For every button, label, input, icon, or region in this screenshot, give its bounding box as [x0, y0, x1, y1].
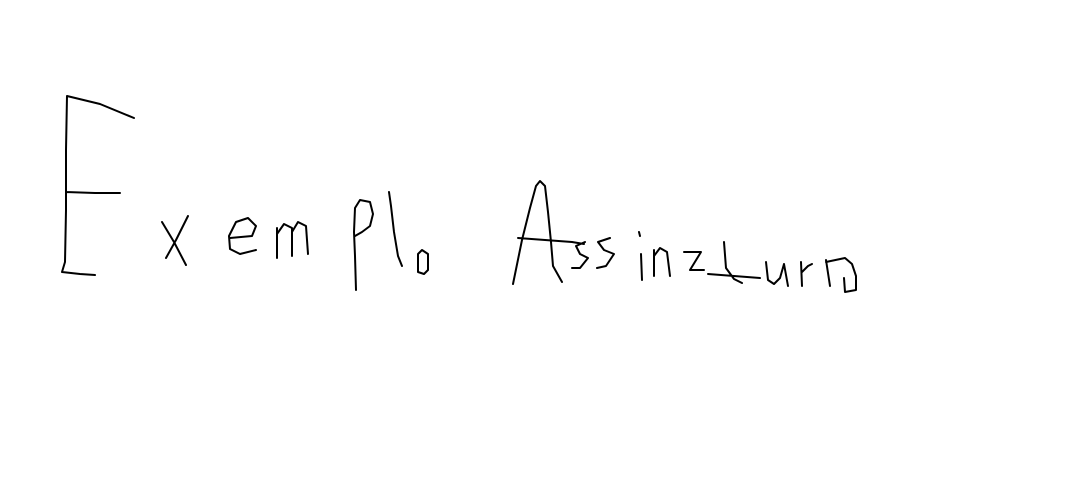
stroke-letter-l	[389, 192, 402, 266]
stroke-letter-t	[708, 242, 760, 283]
stroke-letter-E	[62, 96, 134, 275]
stroke-letter-a	[684, 252, 704, 270]
stroke-letter-e	[229, 218, 256, 254]
stroke-letter-a-final	[826, 258, 856, 292]
stroke-letter-m	[277, 222, 308, 258]
stroke-letter-o	[418, 250, 428, 274]
stroke-letter-i	[639, 232, 642, 280]
stroke-letter-u	[766, 262, 788, 286]
stroke-letter-s2	[597, 238, 614, 268]
stroke-letter-s1	[572, 242, 588, 268]
stroke-letter-r	[801, 262, 812, 286]
stroke-letter-x	[162, 216, 188, 265]
stroke-letter-p	[354, 200, 373, 290]
stroke-letter-n	[654, 248, 670, 276]
signature-ink	[62, 96, 856, 292]
